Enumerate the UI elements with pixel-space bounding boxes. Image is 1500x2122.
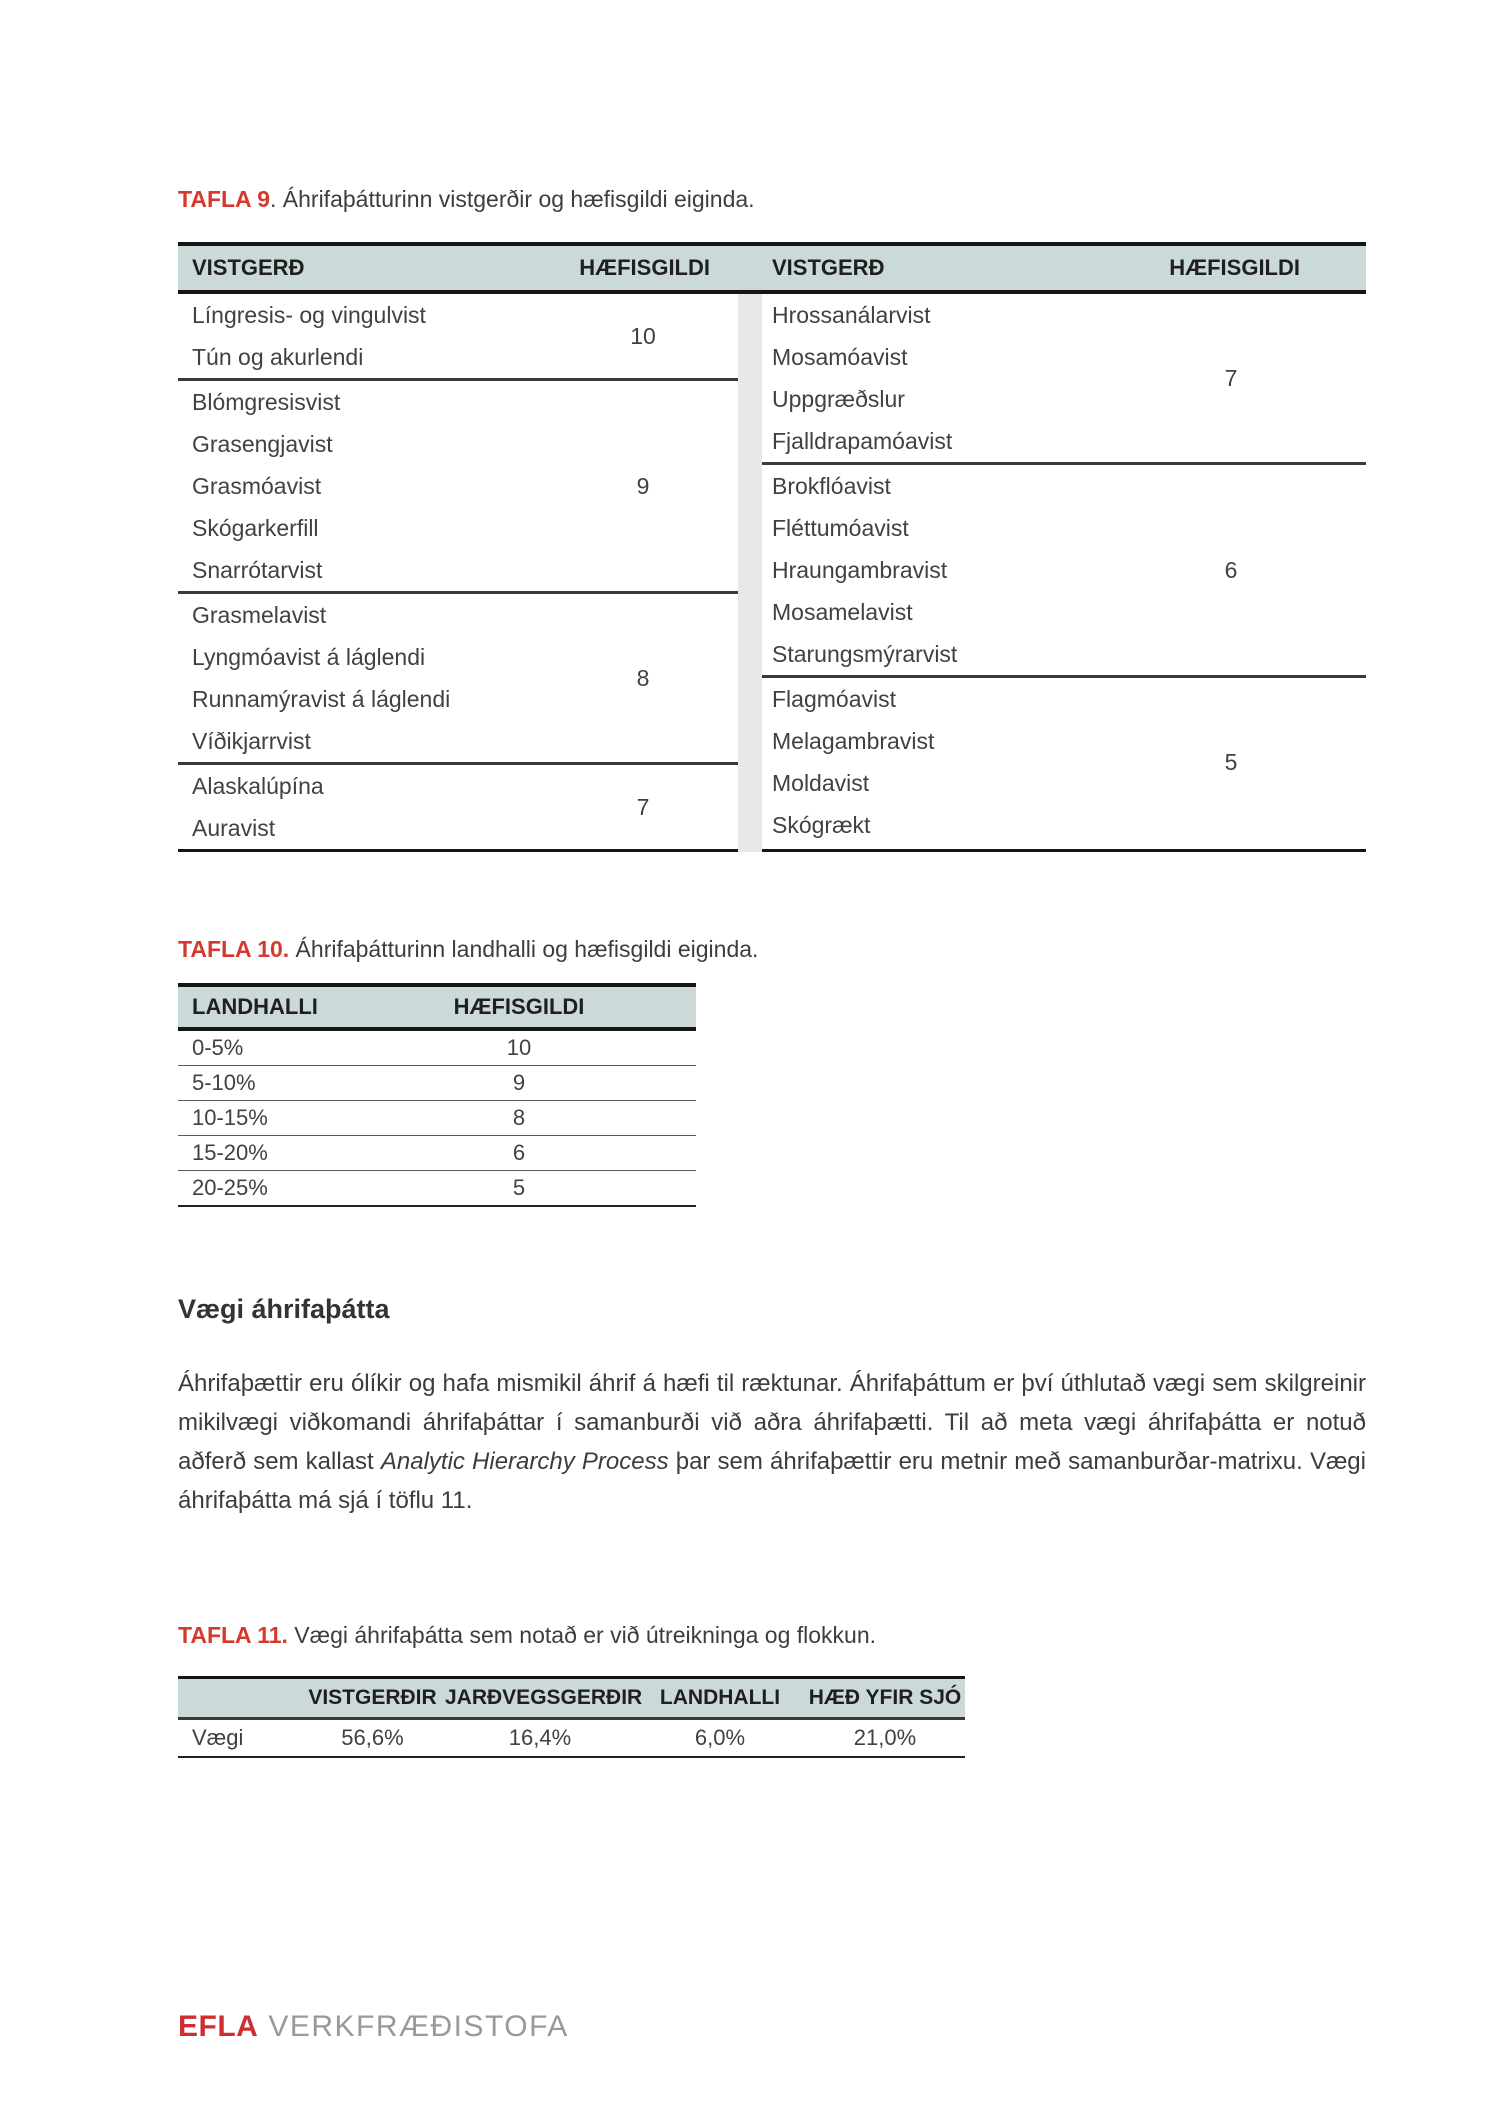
habitat-type-cell: Mosamelavist [772, 598, 913, 625]
table-slope-suitability [178, 983, 696, 1207]
habitat-type-cell: Flagmóavist [772, 685, 896, 712]
efla-logo-subtext: VERKFRÆÐISTOFA [268, 2010, 569, 2043]
slope-range-cell: 0-5% [192, 1035, 244, 1060]
weight-value-cell: 6,0% [694, 1725, 746, 1750]
habitat-type-cell: Grasengjavist [192, 430, 333, 457]
weight-value-cell: 21,0% [853, 1725, 917, 1750]
paragraph-text-2: þar sem áhrifaþættir eru metnir með samanburðar-matrixu. Vægi áhrifaþátta má sjá í töflu 11. [178, 1448, 1366, 1514]
table11-caption-text: Vægi áhrifaþátta sem notað er við útreikninga og flokkun. [287, 1622, 877, 1648]
table9-right-column [762, 294, 1366, 852]
table9-header-right [762, 255, 1366, 281]
habitat-type-cell: Fléttumóavist [772, 514, 909, 541]
habitat-type-cell: Fjalldrapamóavist [772, 427, 953, 454]
suitability-value-cell: 6 [1224, 556, 1238, 583]
suitability-value-cell: 5 [1224, 748, 1238, 775]
table9-caption-label: TAFLA 9 [178, 186, 270, 212]
habitat-name-list [178, 294, 548, 378]
habitat-group [178, 765, 738, 849]
section-heading: Vægi áhrifaþátta [178, 1294, 390, 1324]
weight-value-cell: 16,4% [508, 1725, 572, 1750]
table9-caption [178, 186, 755, 213]
habitat-name-list [762, 678, 1136, 846]
habitat-name-list [178, 594, 548, 762]
habitat-type-cell: Grasmelavist [192, 601, 327, 628]
table10-caption [178, 936, 758, 963]
slope-range-cell: 20-25% [192, 1175, 268, 1200]
suitability-value-cell: 8 [512, 1105, 526, 1130]
habitat-group [178, 381, 738, 594]
slope-row [178, 1101, 696, 1136]
paragraph-italic-term: Analytic Hierarchy Process [380, 1448, 669, 1475]
paragraph-text-1: Áhrifaþættir eru ólíkir og hafa mismikil áhrif á hæfi til ræktunar. Áhrifaþáttum er því úthlutað vægi sem skilgreinir mikilvægi viðkomandi áhrifaþáttar í samanburði við aðra áhrifaþætti. Til að meta vægi áhrifaþátta er notuð aðferð sem kallast [178, 1370, 1366, 1475]
habitat-type-cell: Melagambravist [772, 727, 935, 754]
habitat-name-list [762, 465, 1136, 675]
habitat-type-cell: Hrossanálarvist [772, 301, 931, 328]
table11-column-header: JARÐVEGSGERÐIR [445, 1686, 643, 1709]
slope-row [178, 1136, 696, 1171]
slope-range-cell: 15-20% [192, 1140, 268, 1165]
habitat-group [178, 294, 738, 381]
habitat-name-list [762, 294, 1136, 462]
table10-caption-text: Áhrifaþátturinn landhalli og hæfisgildi eiginda. [289, 936, 759, 962]
habitat-type-cell: Brokflóavist [772, 472, 891, 499]
habitat-type-cell: Auravist [192, 814, 276, 841]
habitat-type-cell: Língresis- og vingulvist [192, 301, 426, 328]
weight-value-cell: 56,6% [341, 1725, 404, 1750]
habitat-group [762, 678, 1366, 846]
habitat-type-cell: Alaskalúpína [192, 772, 324, 799]
table9-caption-text: . Áhrifaþátturinn vistgerðir og hæfisgildi eiginda. [270, 186, 755, 212]
habitat-type-cell: Mosamóavist [772, 343, 908, 370]
habitat-type-cell: Lyngmóavist á láglendi [192, 643, 426, 670]
body-paragraph [178, 1364, 1366, 1520]
table10-rows [178, 1031, 696, 1207]
table-factor-weights [178, 1676, 965, 1758]
table9-body [178, 294, 1366, 852]
table11-caption [178, 1622, 876, 1649]
habitat-type-cell: Snarrótarvist [192, 556, 323, 583]
slope-range-cell: 5-10% [192, 1070, 256, 1095]
habitat-type-cell: Grasmóavist [192, 472, 322, 499]
table9-header-row [178, 242, 1366, 294]
suitability-value-cell: 9 [512, 1070, 526, 1095]
suitability-value-cell: 6 [512, 1140, 526, 1165]
footer-logo [178, 2010, 569, 2044]
suitability-value-cell: 7 [636, 793, 650, 820]
suitability-value-cell: 9 [636, 472, 650, 499]
table-habitat-suitability [178, 242, 1366, 852]
suitability-value-cell: 10 [630, 322, 656, 349]
habitat-name-list [178, 765, 548, 849]
suitability-value-cell: 7 [1224, 364, 1238, 391]
habitat-type-cell: Moldavist [772, 769, 870, 796]
suitability-value-cell: 5 [512, 1175, 526, 1200]
table11-value-row [178, 1720, 965, 1758]
slope-row [178, 1171, 696, 1207]
table9-header-right-name: VISTGERÐ [772, 255, 885, 280]
habitat-name-list [178, 381, 548, 591]
table11-header-row [178, 1676, 965, 1720]
table11-column-header: VISTGERÐIR [308, 1686, 437, 1709]
table10-header-slope: LANDHALLI [192, 994, 318, 1019]
table10-header-row [178, 983, 696, 1031]
table10-caption-label: TAFLA 10. [178, 936, 290, 962]
slope-range-cell: 10-15% [192, 1105, 268, 1130]
table10-header-value: HÆFISGILDI [453, 994, 585, 1019]
table9-left-column [178, 294, 738, 852]
table9-header-left-name: VISTGERÐ [192, 255, 305, 280]
habitat-group [762, 294, 1366, 465]
slope-row [178, 1031, 696, 1066]
table9-header-left [178, 255, 738, 281]
efla-logo-text: EFLA [178, 2010, 259, 2043]
table9-column-gutter [738, 294, 762, 852]
suitability-value-cell: 10 [506, 1035, 532, 1060]
habitat-type-cell: Uppgræðslur [772, 385, 905, 412]
slope-row [178, 1066, 696, 1101]
habitat-group [762, 465, 1366, 678]
table11-column-header: LANDHALLI [659, 1686, 781, 1709]
table11-caption-label: TAFLA 11. [178, 1622, 288, 1648]
habitat-type-cell: Skógrækt [772, 811, 871, 838]
table11-row-label: Vægi [192, 1725, 244, 1750]
table11-column-header: HÆÐ YFIR SJÓ [808, 1686, 962, 1709]
habitat-type-cell: Starungsmýrarvist [772, 640, 958, 667]
habitat-type-cell: Blómgresisvist [192, 388, 341, 415]
table9-header-left-value: HÆFISGILDI [579, 255, 710, 280]
suitability-value-cell: 8 [636, 664, 650, 691]
habitat-type-cell: Hraungambravist [772, 556, 948, 583]
habitat-type-cell: Tún og akurlendi [192, 343, 364, 370]
habitat-type-cell: Runnamýravist á láglendi [192, 685, 451, 712]
habitat-type-cell: Skógarkerfill [192, 514, 319, 541]
habitat-type-cell: Víðikjarrvist [192, 727, 311, 754]
table9-header-right-value: HÆFISGILDI [1169, 255, 1300, 280]
habitat-group [178, 594, 738, 765]
